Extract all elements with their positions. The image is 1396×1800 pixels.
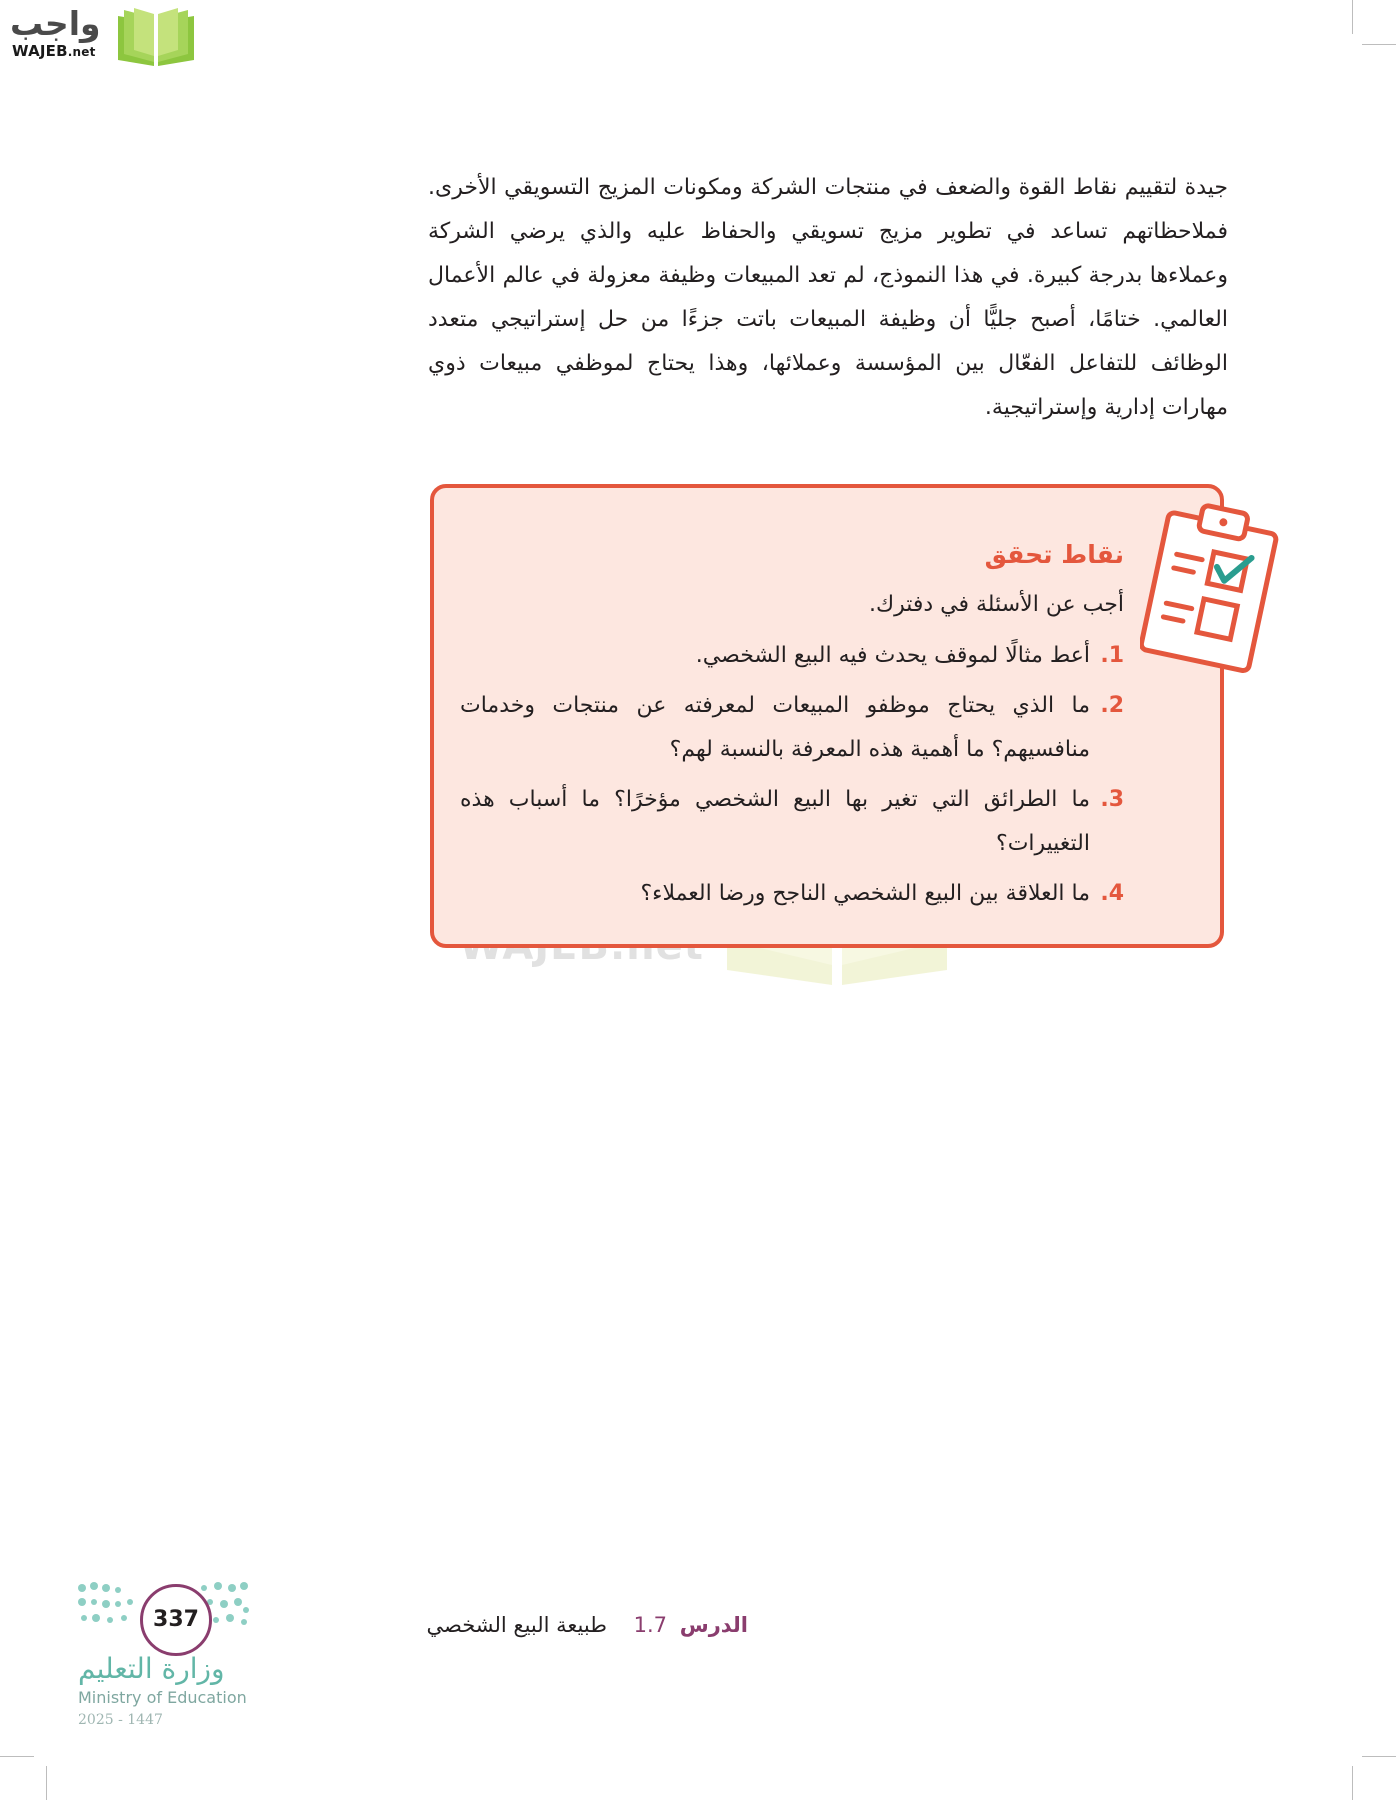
crop-mark [46,1766,47,1800]
question-item [460,684,1124,772]
crop-mark [1352,0,1353,34]
lesson-number: 1.7 [633,1613,668,1637]
body-paragraph: جيدة لتقييم نقاط القوة والضعف في منتجات الشركة ومكونات المزيج التسويقي الأخرى. فملاحظاتهم تساعد في تطوير مزيج تسويقي والحفاظ عليه والذي يرضي الشركة وعملاءها بدرجة كبيرة. في هذا النموذج، لم تعد المبيعات وظيفة معزولة في عالم الأعمال العالمي. ختامًا، أصبح جليًّا أن وظيفة المبيعات باتت جزءًا من حل إستراتيجي متعدد الوظائف للتفاعل الفعّال بين المؤسسة وعملائها، وهذا يحتاج لموظفي مبيعات ذوي مهارات إدارية وإستراتيجية. [428,175,1228,420]
lesson-title: طبيعة البيع الشخصي [426,1613,607,1637]
ministry-year: 2025 - 1447 [78,1712,163,1728]
page-number: 337 [140,1584,212,1656]
ministry-name-english: Ministry of Education [78,1688,247,1707]
brand-logo-arabic: واجب [10,4,101,43]
question-number: 4. [1100,881,1124,906]
check-points-box [430,484,1224,948]
brand-logo[interactable] [10,4,200,68]
question-number: 2. [1100,693,1124,718]
book-logo-icon [114,6,198,68]
question-list [460,634,1124,922]
ministry-name-arabic: وزارة التعليم [78,1652,225,1685]
crop-mark [0,1756,34,1757]
check-points-title: نقاط تحقق [984,540,1124,569]
question-text: ما العلاقة بين البيع الشخصي الناجح ورضا العملاء؟ [640,881,1090,906]
brand-logo-english: WAJEB.net [12,42,96,60]
question-number: 3. [1100,787,1124,812]
crop-mark [1362,44,1396,45]
question-text: ما الطرائق التي تغير بها البيع الشخصي مؤخرًا؟ ما أسباب هذه التغييرات؟ [460,787,1090,856]
crop-mark [1362,1756,1396,1757]
question-text: ما الذي يحتاج موظفو المبيعات لمعرفته عن منتجات وخدمات منافسيهم؟ ما أهمية هذه المعرفة بالنسبة لهم؟ [460,693,1090,762]
footer-lesson [428,1613,748,1637]
check-points-intro: أجب عن الأسئلة في دفترك. [868,592,1124,617]
question-number: 1. [1100,643,1124,668]
clipboard-checklist-icon [1140,500,1280,680]
question-item [460,778,1124,866]
crop-mark [1352,1766,1353,1800]
question-text: أعط مثالًا لموقف يحدث فيه البيع الشخصي. [695,643,1090,668]
question-item [460,872,1124,916]
lesson-prefix: الدرس [679,1613,748,1637]
question-item [460,634,1124,678]
